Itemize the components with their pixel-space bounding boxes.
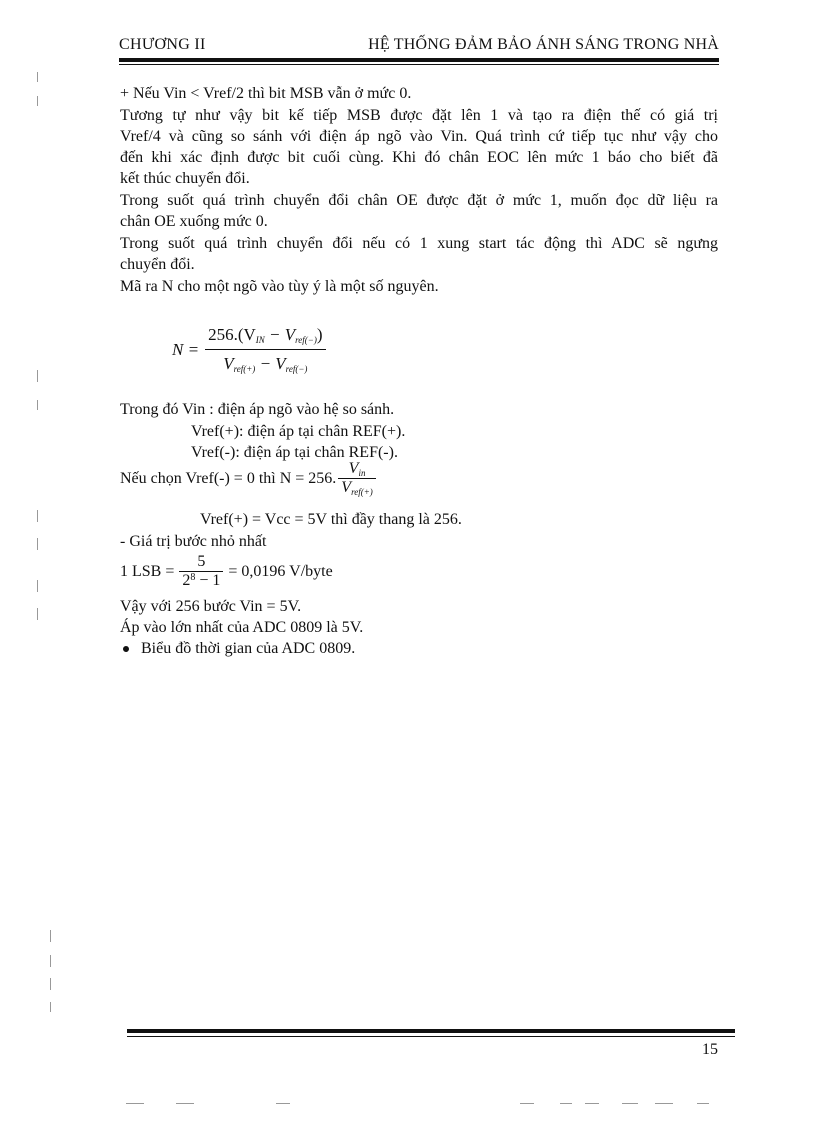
closing-max-input: Áp vào lớn nhất của ADC 0809 là 5V. [120, 619, 364, 636]
scan-artifact [37, 370, 38, 382]
text-line: Trong suốt quá trình chuyển đổi nếu có 1 xung start tác động thì ADC sẽ ngưng [120, 235, 718, 252]
formula-numerator: $V_{in}$ [348, 460, 366, 478]
scan-artifact [50, 1002, 51, 1012]
formula-denominator: $V_{ref(+)} - V_{ref(-)}$ [205, 349, 325, 374]
header-rule-thick [119, 58, 719, 62]
scan-artifact [37, 608, 38, 620]
scan-artifact [50, 955, 51, 967]
lsb-fraction [179, 553, 223, 590]
definition-full-scale: Vref(+) = Vcc = 5V thì đầy thang là 256. [200, 511, 462, 528]
formula-fraction-vin [338, 460, 376, 497]
definition-vin: Trong đó Vin : điện áp ngõ vào hệ so sánh. [120, 401, 395, 418]
paragraph-next-bit [120, 105, 718, 189]
page-header [119, 36, 719, 58]
lsb-denominator: $2^8 - 1$ [179, 571, 223, 590]
scan-artifact [176, 1103, 194, 1104]
formula-prefix: Nếu chọn Vref(-) = 0 thì N = 256. [120, 469, 337, 487]
text-line: kết thúc chuyển đổi. [120, 170, 250, 187]
body-text [120, 83, 718, 297]
scan-artifact [560, 1103, 572, 1104]
scan-artifact [50, 978, 51, 990]
formula-lhs: N = [172, 339, 200, 359]
scan-artifact [126, 1103, 144, 1104]
text-line: Tương tự như vậy bit kế tiếp MSB được đặt lên 1 và tạo ra điện thế có giá trị [120, 107, 718, 124]
lsb-lhs: 1 LSB = [120, 562, 175, 580]
scan-artifact [276, 1103, 290, 1104]
scan-artifact [655, 1103, 673, 1104]
scan-artifact [520, 1103, 534, 1104]
scan-artifact [37, 580, 38, 592]
footer-rule-thick [127, 1029, 735, 1033]
footer-rule-thin [127, 1036, 735, 1037]
scan-artifact [37, 72, 38, 82]
text-line: Vref/4 và cũng so sánh với điện áp ngõ vào Vin. Quá trình cứ tiếp tục như vậy cho [120, 128, 718, 145]
paragraph-oe [120, 190, 718, 232]
bullet-text: Biểu đồ thời gian của ADC 0809. [141, 640, 356, 657]
paragraph-msb: + Nếu Vin < Vref/2 thì bit MSB vẫn ở mức 0. [120, 85, 412, 102]
page-number: 15 [702, 1041, 718, 1058]
header-rule-thin [119, 64, 719, 65]
paragraph-start-pulse [120, 233, 718, 275]
lsb-rhs: = 0,0196 V/byte [228, 562, 333, 580]
paragraph-output-code: Mã ra N cho một ngõ vào tùy ý là một số nguyên. [120, 278, 439, 295]
formula-numerator: $256.(V_{IN} - V_{ref(-)})$ [208, 325, 323, 345]
formula-lsb [120, 553, 333, 590]
definition-vref-plus: Vref(+): điện áp tại chân REF(+). [191, 423, 406, 440]
scan-artifact [50, 930, 51, 942]
definition-vref-minus: Vref(-): điện áp tại chân REF(-). [191, 444, 398, 461]
scan-artifact [37, 96, 38, 106]
formula-fraction [205, 325, 325, 374]
text-line: Trong suốt quá trình chuyển đổi chân OE được đặt ở mức 1, muốn đọc dữ liệu ra [120, 192, 718, 209]
chapter-label: CHƯƠNG II [119, 36, 206, 53]
scan-artifact [37, 538, 38, 550]
scan-artifact [37, 510, 38, 522]
scan-artifact [585, 1103, 599, 1104]
scan-artifact [697, 1103, 709, 1104]
bullet-icon [123, 646, 129, 652]
list-item-step: - Giá trị bước nhỏ nhất [120, 533, 267, 550]
chapter-title: HỆ THỐNG ĐẢM BẢO ÁNH SÁNG TRONG NHÀ [368, 36, 719, 53]
formula-n [172, 325, 326, 374]
closing-steps: Vậy với 256 bước Vin = 5V. [120, 598, 302, 615]
scan-artifact [37, 400, 38, 410]
scan-artifact [622, 1103, 638, 1104]
text-line: chân OE xuống mức 0. [120, 213, 268, 230]
text-line: đến khi xác định được bit cuối cùng. Khi đó chân EOC lên mức 1 báo cho biết đã [120, 149, 718, 166]
text-line: chuyển đổi. [120, 256, 195, 273]
bullet-timing-diagram [120, 640, 355, 658]
formula-n-simplified [120, 460, 376, 497]
formula-denominator: $V_{ref(+)}$ [338, 478, 376, 497]
lsb-numerator: 5 [197, 553, 206, 570]
